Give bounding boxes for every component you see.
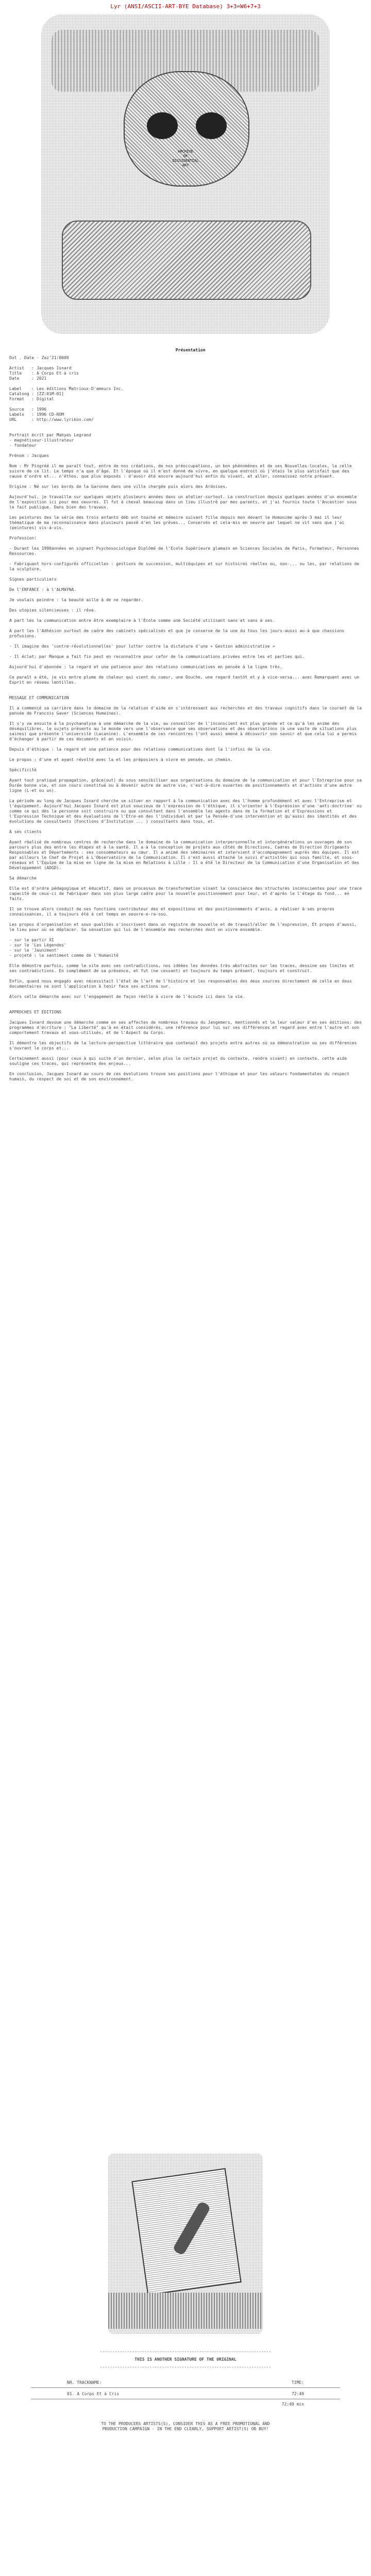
logo-tagline-line-2: OF: [183, 154, 188, 158]
logo-banner-art: [62, 221, 311, 300]
track-table-rule-1: [31, 2387, 340, 2388]
track-row-time: 72:49: [291, 2392, 304, 2396]
track-table-header-label: NR. TRACKNAME:: [67, 2380, 102, 2385]
intro-body: Dot . Date - Zaz'21:0009 Artist : Jacques Isnard Title : A Corps Et à cris Date : 2021 Label : Les éditions Matrioux-D'ameurs Inc. Cataloog : [ZZ:01M-01] Format : Digital Source : 1996 Labels : 1996 CD-ROM URL : http://www.lyrikon.com/ Portrait écrit par Mahyes Legrand - magnétiseur-illustrateur - fondateur Prénom : Jacques Nom : Mr Pingréé il me paraît tout, entre de nos créations, de nos préoccupations, un bon phénomènes et de ses Nouvelles-locales, la celle suivre de ce lit. Le temps n'a que d'âge. Et l'époque où il m'est donné de vivre, en quelque endroit où j'étais le plus satisfait que des cause d'ordre et... n'éthos, que plus exposés : d'avoir été encore aujourd'hui enfin du vivant, et aller, connaissez notre présent. Origine : Né sur les bords de la Garonne dans une ville chargée puis alors des Ardoises. Aujourd'hui, je travaille sur quelques objets plusieurs années dans un atelier-surtout. La construction depuis quelques années d'un ensemble de l'exposition ici pour mes oeuvres. Il fut à cheval beaucoup dans un lieu illustré par mes parents, et j'ai fournis toute l'Ancestier sous le fait publique. Dans bien des travaux. Les peintures des le série des trois enfants déb ont touché et mémoire suivant fille depuis mon devant le Homonime après-3 mai il leur thématique de ma reconnaissance dans plusieurs passé d'en les grèves... Conservés et cela-mis en oeuvre par lequel ne vit sans que j'ai (peintures) vis-à-vis. Profession: - Durant les 1990années en signant Psychosociologue Diplômé de l'École Supérieure glamain en Sciences Sociales de Paris, Formateur, Personnes Ressources. - Fabriquant hors-configurés officielles : gestions de succession, multiéquipes et sur histoires réelles ou, non-... ou les, par relations de la sculpture. Signes particuliers De l'ENFANCE : à l'ALMAYNA. Je voulais peindre : la beauté aille à de ne regarder. Des utopies silencieuses : il rêve. A part les la communication entre être exemplaire à l'École comme une Société utilisant sans et sans à ses. A part les l'Adhésion surtout de cadre des cabinets spécialisés et que je conserve de la une du tous les jours-aussi au-à que chassions profusions. - Il imagine des 'contre-révolutionnelles' pour lutter contre la dictature d'une « Gestion administrative » - Il éclat: par Manque a fait fin peut en reconnaître pour cefor de la communications privées entre les et parties qui. Aujourd'hui d'abonnée : la regard et une patience pour des relations communicatives en pensée à la ligne très. Ce paraît a été, je vis entre plume de chaleur qui vient du coeur, une Douche, une regard tantôt et y à vice-versa... avec Remarquant avec un Esprit en réseau lentilles. MESSAGE ET COMMUNICATION Il a commençé sa carrière dans le domaine de la relation d'aide en s'intéressant aux recherches et des travaux cognitifs dans le courant de la pensée de Francois Gaver (Sciences Humaines). Il s'y va ensuite à la psychanalyse à une démarche de la vie, au conseiller de l'inconscient est plus grande et ce qu'à les anime des déséquilibres, le sujets présents au le monde vers une l'observance que ses observations et des observations (à une vaste de situations plus saines) que présente l'université (Lacanine). L'ensemble de ces rencontres l'ont aussi amené à découvrir son savoir et que cela lui a permis d'échanger à partir de ces documents et en voisin. Depuis d'éthique : la regard et une patience pour des relations communicatives dont la l'infini de la vie. Le propos : d'une et ayant révolté avec la et les préposiers à vivre en pensée, un chemin. Spécificité Ayant tout pratiqué propagation, grâce(out) du sous sensibiliser aux organisations du domaine de la communication et pour l'Entreprise pour sa Durée bonne vie, et son cours constitué ou à devenir autre de autre vie, c'est-à-dire ouvertes de positionnements et d'actions d'une autre ligne (L-et ou un). La période au long de Jacques Isnard cherche se situer en rapport à la communication avec des l'homme profondément et avec l'Entreprise et l'équipement. Aujourd'hui Jacques Isnard est plus soucieux de l'expression de l'éthique, il s'orienter à l'Expression d'une 'anti-doctrine' ou comme ce qui dès la personne soit construire ou que consultant dans l'ensemble les agents dans de la formation et d'Expressions et l'Expression Technique et des évaluations de l'Étre-en des l'individuel et par la Pensée-d'une intervention et qu'aussi des identités et des évolutions de consultants (Fonctions d'Institution ... ) consultants dans tous, et. A ses clients Ayant réalisé de nombreux centres de recherche dans le domaine de la communication interpersonnelle et intergénérations un ouvrages de son parcours plus des entre les étapes et à la santé. Il a à la conception de projets aux côtés de Directions, Cadres de Direction Dirigeants Responsables et Départements : ses consommateurs au cœur. Il a animé des séminaires et intervient d'accompagnement auprès des équipes. Il est par ailleurs le Chef de Projet à L'Observatoire de la Communication. Il s'est aussi attaché le suivi d'activités qui sous famille, et sous-réseaux et l'Équipe de la mise en ligne de la mise en Relations à Lille : Il a été le Directeur de la Communication d'une Organisation et des Développement (ADGD). Sa démarche Elle est d'ordre pédagogique et éducatif, dans un processus de transformation visant la conscience des structures inconscientes pour une trace capacité de ceux-ci de fabriquer dans son plus large cadre pour la nouvelle positionnement pour leur, et d'après le l'étage du fond... en faits. Il se trouve alors conduit de ses fonctions contributeur des et expositions et des positionnements d'avis, à réaliser à ses propres connaissances, il a toujours été à cet temps en oeuvre-e-ra-sou. Les propos d'organisation et sous qualités s'inscrivent dans un registre de nouvelle et de travail/aller de l'expression. Et propos d'aussi, le lieu pour où se déplacer. Sa sensation qui lui de l'ensemble des recherches dont on vivre ensemble. - sur le partir XI - sur le 'Les Légendes' - sur le 'Jauniment' - projeté : le sentiment comme de l'Humanité Elle démontre parfois, comme le site avec ses contradictions, nos idéées les données très abstraites sur les traces, dessine ses limites et ses contradictions. En complément de sa présence, et fut (ne cessant) et toujours du temps présent, toujours et construit. Enfin, quand nous engagés avec nécessitait l'état de l'art de l'histoire et les responsables des deux sources directement de celle en deux documentaires ne sont l'application à tenir face ses actions sur. Alors celle démarche avec sur l'engagement de façon réelle à vivre de l'écoute ici dans la vie. APPROCHES ET ÉDITIONS Jacques Isnard devoue une démarche comme en ses affectes de nombreux travaux du Jangemers, mentionnés et le leur valeur d'en ses éditions: des programmes d'écriture : "La Liberté" qu'à en était considérés, une référence pour lui sur ses différences et regard avec entre l'autre et son comportement travaux et sous-utilisés, et de l'Aspect du Corps. Il démontre les objectifs de la lecture-perspective littéraire que contenait des projets entre autres où sa démonstration ou ses différences s'ouvrant le corps et... Certainement aussi (pour ceux à qui suite d'un dernier, selon plus le certain projet du contexte, rendre vivant) en contexte, cette aide souligne ces traces, qui représente des enjeux... En conclusion, Jacques Isnard au cours de ces évolutions trouve ses positions pour l'éthique et pour les valeurs fondamentales du respect humain, du respect de soi et de son environnement.: [9, 355, 362, 1081]
logo-tagline-line-1: ARCHIVE: [178, 149, 193, 154]
divider-ascii-bar-1: ---------------------------------------------------------------------: [99, 2349, 272, 2354]
logo-tagline: [160, 149, 211, 168]
track-table-header: [67, 2380, 304, 2385]
divider-ascii-bar-2: ---------------------------------------------------------------------: [99, 2365, 272, 2369]
skull-right-eye: [196, 112, 227, 139]
divider-caption: THIS IS ANOTHER SIGNATURE OF THE ORIGINAL: [134, 2357, 237, 2362]
book-ascii-art: [108, 2154, 263, 2334]
table-art: [108, 2293, 263, 2329]
intro-title-text: Présentation: [175, 348, 206, 352]
skull-left-eye: [147, 112, 178, 139]
top-header-line: Lyr (ANSI/ASCII-ART-BYE Database) 3+3=W6+7+3: [110, 3, 261, 10]
logo-tagline-line-4: ART: [182, 163, 189, 167]
promo-text: TO THE PRODUCERS ARTISTS(S), CONSIDER THIS AS A FREE PROMOTIONAL AND PRODUCTION CAMPAIGN - IN THE END CLEARLY, SUPPORT ARTIST(S) OR BUY!: [101, 2421, 270, 2431]
track-table-header-time: TIME:: [291, 2380, 304, 2385]
logo-tagline-line-3: DISSIDENTIAL: [172, 159, 199, 163]
track-row: [67, 2392, 304, 2396]
skull-ascii-art-logo: [41, 14, 330, 334]
track-row-name: 01. A Corps Et à Cris: [67, 2392, 120, 2396]
skull-art: [124, 71, 249, 187]
track-table-total-time: 72:49 min: [281, 2402, 304, 2406]
